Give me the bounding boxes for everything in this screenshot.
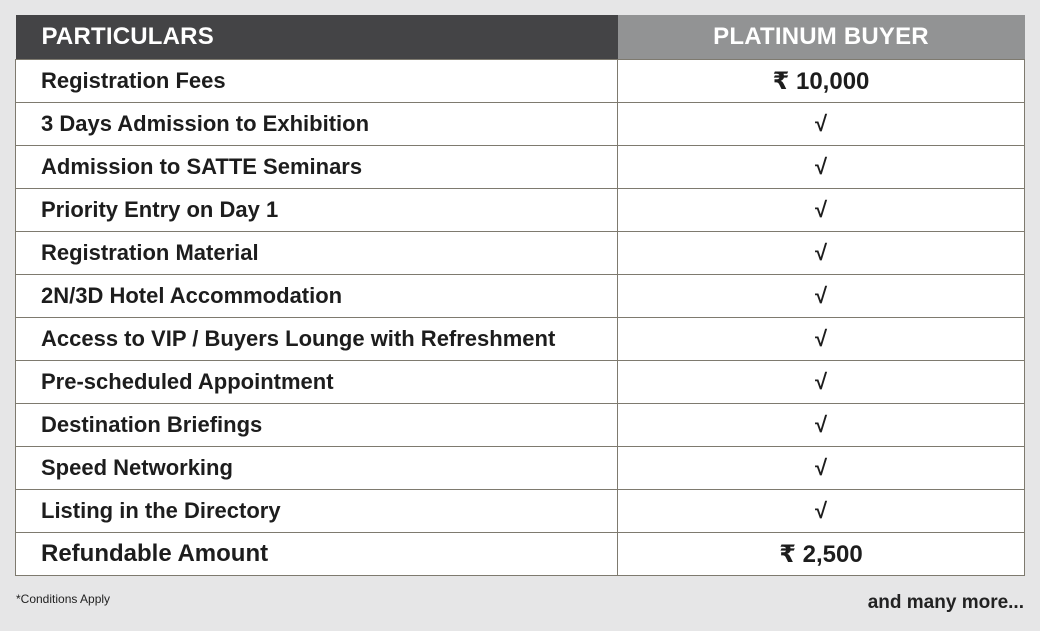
check-icon: √ <box>618 404 1025 447</box>
row-label: Refundable Amount <box>16 533 618 576</box>
table-row <box>16 189 1025 232</box>
check-icon: √ <box>618 447 1025 490</box>
table-row <box>16 404 1025 447</box>
check-icon: √ <box>618 189 1025 232</box>
row-value: ₹ 2,500 <box>618 533 1025 576</box>
row-label: 3 Days Admission to Exhibition <box>16 103 618 146</box>
table-row <box>16 318 1025 361</box>
check-icon: √ <box>618 318 1025 361</box>
check-icon: √ <box>618 275 1025 318</box>
row-label: Registration Fees <box>16 60 618 103</box>
check-icon: √ <box>618 232 1025 275</box>
row-label: Pre-scheduled Appointment <box>16 361 618 404</box>
row-label: Destination Briefings <box>16 404 618 447</box>
table-row <box>16 60 1025 103</box>
row-label: Registration Material <box>16 232 618 275</box>
conditions-footnote: *Conditions Apply <box>16 592 111 606</box>
pricing-table <box>15 15 1025 576</box>
row-value: ₹ 10,000 <box>618 60 1025 103</box>
row-label: Access to VIP / Buyers Lounge with Refreshment <box>16 318 618 361</box>
many-more-text: and many more... <box>867 592 1024 613</box>
check-icon: √ <box>618 490 1025 533</box>
check-icon: √ <box>618 146 1025 189</box>
table-row <box>16 361 1025 404</box>
table-row <box>16 232 1025 275</box>
table-row <box>16 103 1025 146</box>
table-header-row <box>16 15 1025 60</box>
row-label: Speed Networking <box>16 447 618 490</box>
row-label: Priority Entry on Day 1 <box>16 189 618 232</box>
row-label: Admission to SATTE Seminars <box>16 146 618 189</box>
row-label: 2N/3D Hotel Accommodation <box>16 275 618 318</box>
header-platinum-buyer: PLATINUM BUYER <box>618 15 1025 60</box>
table-row <box>16 490 1025 533</box>
row-label: Listing in the Directory <box>16 490 618 533</box>
check-icon: √ <box>618 103 1025 146</box>
table-row <box>16 146 1025 189</box>
table-row <box>16 533 1025 576</box>
header-particulars: PARTICULARS <box>16 15 618 60</box>
check-icon: √ <box>618 361 1025 404</box>
table-row <box>16 275 1025 318</box>
table-row <box>16 447 1025 490</box>
